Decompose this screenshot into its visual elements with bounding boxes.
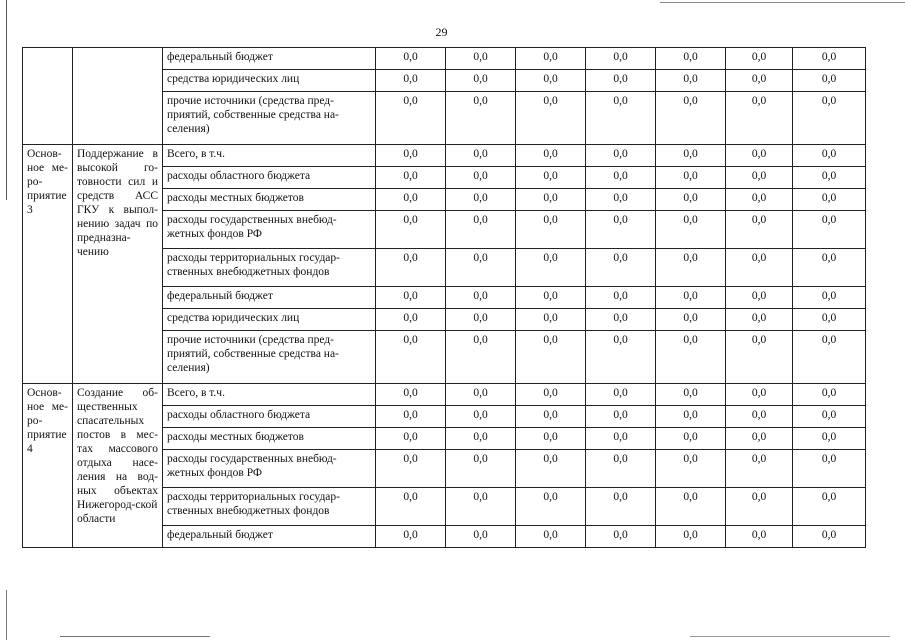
value-cell: 0,0	[586, 526, 656, 548]
value-cell: 0,0	[656, 450, 726, 488]
value-cell: 0,0	[516, 48, 586, 70]
value-cell: 0,0	[516, 428, 586, 450]
value-cell: 0,0	[793, 526, 866, 548]
value-cell: 0,0	[376, 167, 446, 189]
value-cell: 0,0	[726, 309, 793, 331]
scan-edge-left	[6, 0, 7, 200]
value-cell: 0,0	[726, 406, 793, 428]
value-cell: 0,0	[586, 189, 656, 211]
value-cell: 0,0	[793, 145, 866, 167]
value-cell: 0,0	[446, 249, 516, 287]
value-cell: 0,0	[793, 309, 866, 331]
value-cell: 0,0	[376, 189, 446, 211]
value-cell: 0,0	[376, 406, 446, 428]
value-cell: 0,0	[516, 70, 586, 92]
value-cell: 0,0	[586, 48, 656, 70]
table-row	[23, 384, 866, 406]
value-cell: 0,0	[793, 287, 866, 309]
description-cell	[73, 48, 163, 145]
value-cell: 0,0	[793, 428, 866, 450]
value-cell: 0,0	[516, 189, 586, 211]
value-cell: 0,0	[516, 287, 586, 309]
table-row	[23, 145, 866, 167]
funding-source-cell: средства юридических лиц	[163, 70, 376, 92]
value-cell: 0,0	[446, 211, 516, 249]
activity-cell: Основ-ное ме-ро-приятие 4	[23, 384, 73, 548]
value-cell: 0,0	[516, 526, 586, 548]
value-cell: 0,0	[793, 211, 866, 249]
value-cell: 0,0	[376, 287, 446, 309]
value-cell: 0,0	[586, 450, 656, 488]
value-cell: 0,0	[656, 488, 726, 526]
value-cell: 0,0	[446, 384, 516, 406]
value-cell: 0,0	[726, 167, 793, 189]
value-cell: 0,0	[446, 189, 516, 211]
value-cell: 0,0	[586, 406, 656, 428]
value-cell: 0,0	[793, 70, 866, 92]
value-cell: 0,0	[446, 488, 516, 526]
value-cell: 0,0	[726, 249, 793, 287]
value-cell: 0,0	[376, 526, 446, 548]
value-cell: 0,0	[376, 450, 446, 488]
value-cell: 0,0	[516, 488, 586, 526]
value-cell: 0,0	[656, 189, 726, 211]
value-cell: 0,0	[656, 384, 726, 406]
value-cell: 0,0	[793, 331, 866, 384]
value-cell: 0,0	[586, 309, 656, 331]
value-cell: 0,0	[656, 70, 726, 92]
value-cell: 0,0	[726, 48, 793, 70]
value-cell: 0,0	[793, 450, 866, 488]
value-cell: 0,0	[586, 287, 656, 309]
value-cell: 0,0	[656, 249, 726, 287]
value-cell: 0,0	[376, 211, 446, 249]
value-cell: 0,0	[656, 406, 726, 428]
page-number: 29	[435, 25, 448, 39]
value-cell: 0,0	[586, 167, 656, 189]
value-cell: 0,0	[656, 526, 726, 548]
value-cell: 0,0	[376, 92, 446, 145]
value-cell: 0,0	[446, 70, 516, 92]
value-cell: 0,0	[586, 249, 656, 287]
funding-source-cell: расходы государственных внебюд-жетных фондов РФ	[163, 211, 376, 249]
value-cell: 0,0	[793, 406, 866, 428]
value-cell: 0,0	[726, 526, 793, 548]
funding-source-cell: расходы областного бюджета	[163, 167, 376, 189]
funding-source-cell: федеральный бюджет	[163, 526, 376, 548]
description-cell: Поддержание в высокой го-товности сил и средств АСС ГКУ к выпол-нению задач по предназна-чению	[73, 145, 163, 384]
value-cell: 0,0	[586, 331, 656, 384]
value-cell: 0,0	[516, 406, 586, 428]
budget-table	[22, 47, 866, 548]
value-cell: 0,0	[586, 92, 656, 145]
funding-source-cell: расходы областного бюджета	[163, 406, 376, 428]
value-cell: 0,0	[516, 249, 586, 287]
value-cell: 0,0	[516, 211, 586, 249]
funding-source-cell: расходы территориальных государ-ственных внебюджетных фондов	[163, 488, 376, 526]
value-cell: 0,0	[376, 384, 446, 406]
value-cell: 0,0	[793, 167, 866, 189]
value-cell: 0,0	[656, 287, 726, 309]
value-cell: 0,0	[726, 92, 793, 145]
value-cell: 0,0	[446, 145, 516, 167]
value-cell: 0,0	[656, 48, 726, 70]
value-cell: 0,0	[726, 189, 793, 211]
value-cell: 0,0	[726, 211, 793, 249]
value-cell: 0,0	[586, 384, 656, 406]
value-cell: 0,0	[586, 70, 656, 92]
value-cell: 0,0	[516, 450, 586, 488]
value-cell: 0,0	[446, 309, 516, 331]
value-cell: 0,0	[656, 309, 726, 331]
value-cell: 0,0	[376, 488, 446, 526]
funding-source-cell: средства юридических лиц	[163, 309, 376, 331]
value-cell: 0,0	[446, 331, 516, 384]
scan-edge-bottom-left	[60, 636, 210, 637]
value-cell: 0,0	[446, 287, 516, 309]
value-cell: 0,0	[726, 287, 793, 309]
value-cell: 0,0	[726, 70, 793, 92]
funding-source-cell: расходы территориальных государ-ственных внебюджетных фондов	[163, 249, 376, 287]
funding-source-cell: расходы местных бюджетов	[163, 428, 376, 450]
value-cell: 0,0	[656, 331, 726, 384]
funding-source-cell: федеральный бюджет	[163, 48, 376, 70]
value-cell: 0,0	[446, 167, 516, 189]
value-cell: 0,0	[446, 450, 516, 488]
funding-source-cell: федеральный бюджет	[163, 287, 376, 309]
description-cell: Создание об-щественных спасательных постов в мес-тах массового отдыха насе-ления на вод-ных объектах Нижегород-ской области	[73, 384, 163, 548]
value-cell: 0,0	[656, 145, 726, 167]
scan-edge-top-right	[660, 2, 905, 3]
value-cell: 0,0	[793, 488, 866, 526]
table-row	[23, 48, 866, 70]
value-cell: 0,0	[516, 309, 586, 331]
value-cell: 0,0	[516, 92, 586, 145]
value-cell: 0,0	[656, 167, 726, 189]
funding-source-cell: прочие источники (средства пред-приятий, собственные средства на-селения)	[163, 331, 376, 384]
value-cell: 0,0	[656, 92, 726, 145]
value-cell: 0,0	[446, 428, 516, 450]
value-cell: 0,0	[656, 428, 726, 450]
value-cell: 0,0	[586, 211, 656, 249]
value-cell: 0,0	[376, 70, 446, 92]
value-cell: 0,0	[793, 48, 866, 70]
activity-cell: Основ-ное ме-ро-приятие 3	[23, 145, 73, 384]
value-cell: 0,0	[376, 331, 446, 384]
value-cell: 0,0	[376, 145, 446, 167]
value-cell: 0,0	[446, 406, 516, 428]
value-cell: 0,0	[726, 428, 793, 450]
activity-cell	[23, 48, 73, 145]
value-cell: 0,0	[376, 309, 446, 331]
value-cell: 0,0	[793, 189, 866, 211]
value-cell: 0,0	[376, 249, 446, 287]
value-cell: 0,0	[793, 249, 866, 287]
scan-edge-bottom-right	[690, 636, 890, 637]
value-cell: 0,0	[446, 526, 516, 548]
value-cell: 0,0	[516, 145, 586, 167]
value-cell: 0,0	[446, 48, 516, 70]
funding-source-cell: расходы местных бюджетов	[163, 189, 376, 211]
funding-source-cell: Всего, в т.ч.	[163, 145, 376, 167]
value-cell: 0,0	[656, 211, 726, 249]
value-cell: 0,0	[516, 167, 586, 189]
funding-source-cell: Всего, в т.ч.	[163, 384, 376, 406]
value-cell: 0,0	[376, 428, 446, 450]
value-cell: 0,0	[793, 384, 866, 406]
value-cell: 0,0	[726, 488, 793, 526]
value-cell: 0,0	[376, 48, 446, 70]
value-cell: 0,0	[726, 384, 793, 406]
funding-source-cell: прочие источники (средства пред-приятий, собственные средства на-селения)	[163, 92, 376, 145]
value-cell: 0,0	[516, 384, 586, 406]
value-cell: 0,0	[586, 428, 656, 450]
value-cell: 0,0	[726, 450, 793, 488]
value-cell: 0,0	[586, 145, 656, 167]
value-cell: 0,0	[446, 92, 516, 145]
funding-source-cell: расходы государственных внебюд-жетных фондов РФ	[163, 450, 376, 488]
value-cell: 0,0	[726, 145, 793, 167]
scan-edge-left-lower	[6, 590, 7, 640]
value-cell: 0,0	[586, 488, 656, 526]
value-cell: 0,0	[726, 331, 793, 384]
value-cell: 0,0	[793, 92, 866, 145]
value-cell: 0,0	[516, 331, 586, 384]
